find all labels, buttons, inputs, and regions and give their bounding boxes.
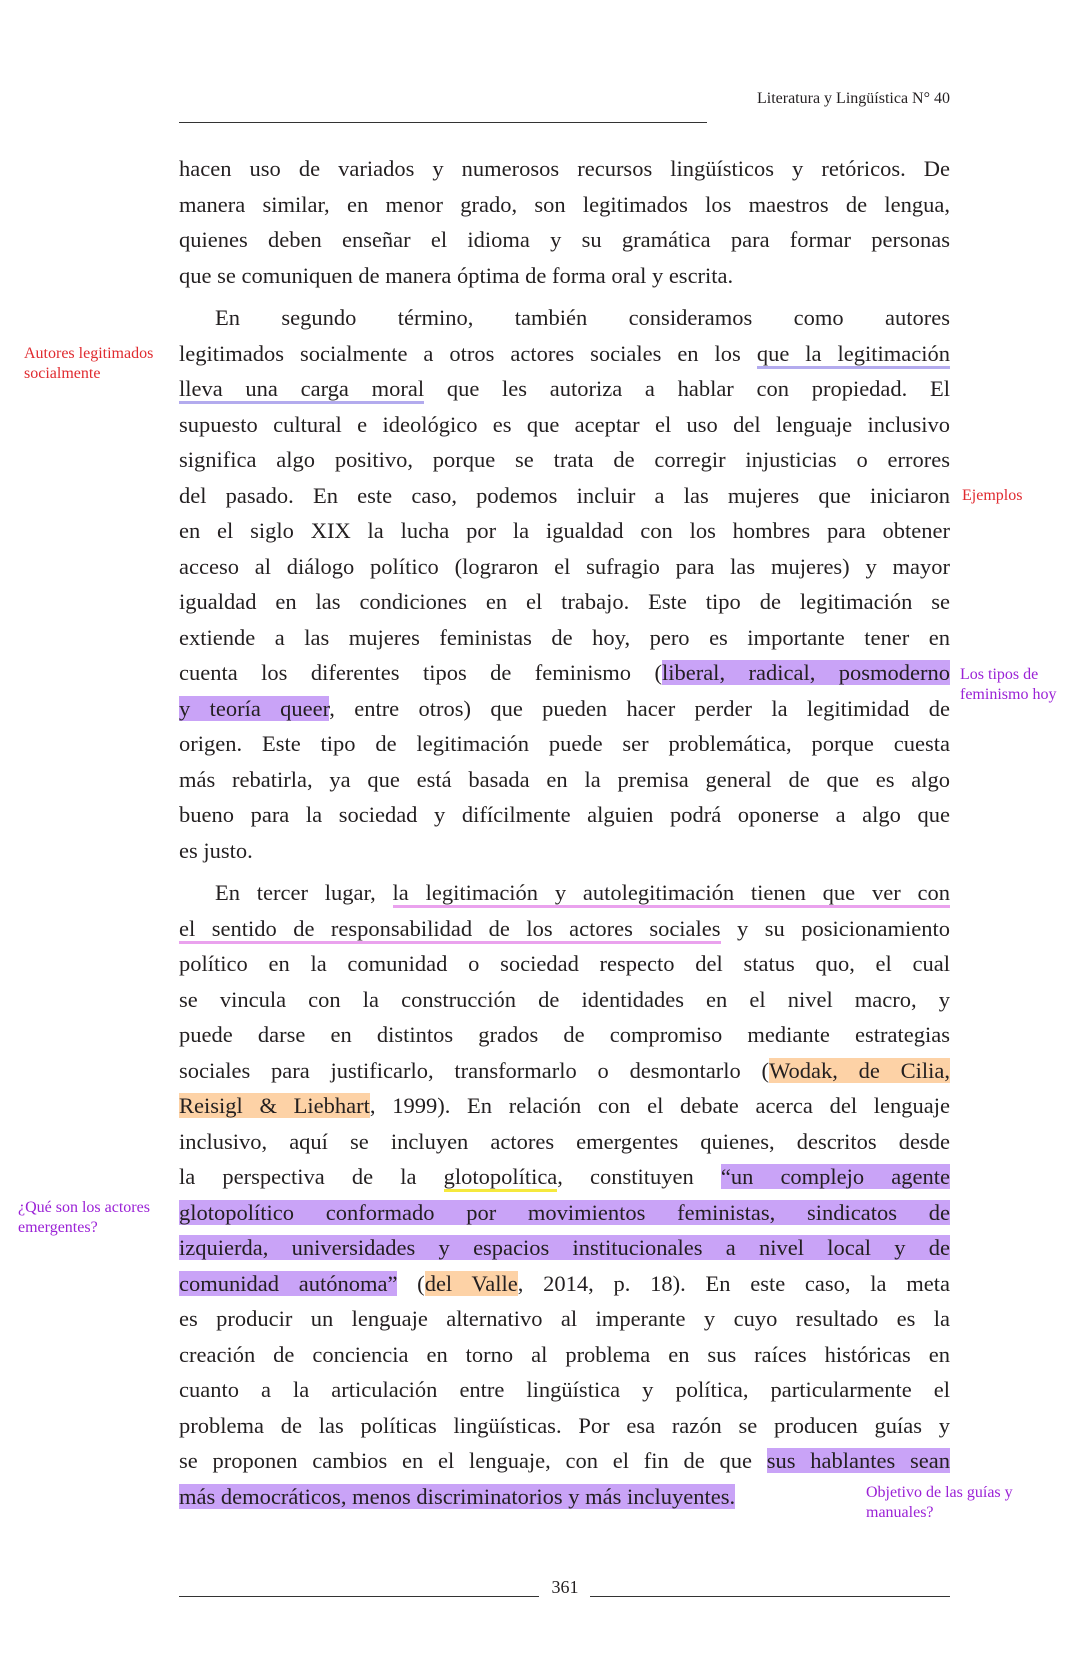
text-segment: político en la comunidad o sociedad respecto del status quo, el cual	[179, 951, 950, 976]
text-segment: , 1999). En relación con el debate acerca del lenguaje	[369, 1093, 950, 1118]
text-segment: creación de conciencia en torno al problema en sus raíces históricas en	[179, 1341, 950, 1367]
text-line	[179, 336, 950, 372]
underlined-text: el sentido de responsabilidad de los actores sociales	[179, 916, 721, 944]
text-segment: bueno para la sociedad y difícilmente alguien podrá oponerse a algo que	[179, 802, 950, 827]
text-segment: igualdad en las condiciones en el trabajo. Este tipo de legitimación se	[179, 589, 950, 614]
text-line	[179, 1443, 950, 1479]
text-segment: que les autoriza a hablar con propiedad. El	[424, 376, 950, 401]
highlighted-text: Wodak, de Cilia,	[769, 1057, 950, 1083]
margin-note-tipos: Los tipos de feminismo hoy	[960, 666, 1057, 703]
highlighted-text: liberal, radical, posmoderno	[661, 660, 950, 685]
text-segment: es producir un lenguaje alternativo al imperante y cuyo resultado es la	[179, 1306, 950, 1331]
text-line	[179, 1408, 950, 1444]
highlighted-text: del Valle	[424, 1270, 518, 1296]
paragraph	[179, 300, 950, 868]
text-line	[179, 911, 950, 947]
text-line	[179, 797, 950, 833]
text-segment: , constituyen	[557, 1164, 721, 1189]
text-line	[179, 620, 950, 656]
highlighted-text: sus hablantes sean	[766, 1448, 950, 1473]
footer-rule-right	[590, 1596, 950, 1597]
underlined-text: la legitimación y autolegitimación tienen que ver con	[393, 880, 950, 908]
text-line	[179, 1159, 950, 1195]
text-segment: acceso al diálogo político (lograron el sufragio para las mujeres) y mayor	[179, 553, 950, 579]
paragraph-gap	[179, 293, 950, 300]
underlined-text: que la legitimación	[757, 341, 950, 369]
text-segment: problema de las políticas lingüísticas. Por esa razón se producen guías y	[179, 1412, 950, 1438]
text-line	[179, 982, 950, 1018]
margin-note-autores: Autores legitimados socialmente	[24, 345, 154, 382]
text-segment: inclusivo, aquí se incluyen actores emergentes quienes, descritos desde	[179, 1128, 950, 1154]
text-segment: más rebatirla, ya que está basada en la premisa general de que es algo	[179, 766, 950, 792]
underlined-text: lleva una carga moral	[179, 376, 424, 404]
text-segment: es justo.	[179, 837, 253, 863]
text-line	[179, 726, 950, 762]
text-line	[179, 875, 950, 911]
text-segment: legitimados socialmente a otros actores sociales en los	[179, 340, 757, 366]
text-line	[179, 478, 950, 514]
text-line	[179, 222, 950, 258]
highlighted-text: izquierda, universidades y espacios institucionales a nivel local y de	[179, 1235, 950, 1260]
paragraph	[179, 875, 950, 1514]
text-segment: en el siglo XIX la lucha por la igualdad con los hombres para obtener	[179, 518, 950, 543]
text-line	[179, 1230, 950, 1266]
text-segment: En tercer lugar,	[215, 880, 393, 905]
text-segment: sociales para justificarlo, transformarlo o desmontarlo (	[179, 1057, 770, 1083]
text-segment: origen. Este tipo de legitimación puede ser problemática, porque cuesta	[179, 731, 950, 756]
text-segment: puede darse en distintos grados de compromiso mediante estrategias	[179, 1022, 950, 1047]
text-segment: extiende a las mujeres feministas de hoy, pero es importante tener en	[179, 624, 950, 650]
text-line	[179, 1372, 950, 1408]
text-line	[179, 371, 950, 407]
margin-note-objetivo: Objetivo de las guías y manuales?	[866, 1484, 1013, 1521]
text-segment: que se comuniquen de manera óptima de forma oral y escrita.	[179, 262, 734, 288]
text-segment: , 2014, p. 18). En este caso, la meta	[517, 1270, 950, 1296]
text-line	[179, 1479, 950, 1515]
text-line	[179, 442, 950, 478]
footer-rule-left	[179, 1596, 539, 1597]
text-line	[179, 549, 950, 585]
text-line	[179, 513, 950, 549]
text-line	[179, 1195, 950, 1231]
highlighted-text: más democráticos, menos discriminatorios y más incluyentes.	[179, 1483, 736, 1509]
text-line	[179, 1337, 950, 1373]
text-segment: cuenta los diferentes tipos de feminismo (	[179, 660, 662, 685]
text-line	[179, 407, 950, 443]
text-segment: se vincula con la construcción de identidades en el nivel macro, y	[179, 986, 950, 1012]
header-rule	[179, 122, 707, 123]
text-segment: del pasado. En este caso, podemos incluir a las mujeres que iniciaron	[179, 482, 950, 508]
text-segment: manera similar, en menor grado, son legitimados los maestros de lengua,	[179, 191, 950, 217]
text-line	[179, 584, 950, 620]
text-segment: En segundo término, también consideramos como autores	[215, 305, 950, 330]
text-line	[179, 655, 950, 691]
text-segment: quienes deben enseñar el idioma y su gramática para formar personas	[179, 227, 950, 252]
text-segment: cuanto a la articulación entre lingüística y política, particularmente el	[179, 1377, 950, 1402]
text-segment: hacen uso de variados y numerosos recursos lingüísticos y retóricos. De	[179, 156, 950, 181]
page-number: 361	[551, 1577, 579, 1597]
text-line	[179, 762, 950, 798]
text-segment: la perspectiva de la	[179, 1164, 444, 1189]
text-line	[179, 1266, 950, 1302]
text-line	[179, 691, 950, 727]
text-line	[179, 151, 950, 187]
body-text	[179, 151, 950, 1514]
highlighted-text: comunidad autónoma”	[179, 1270, 398, 1296]
text-line	[179, 187, 950, 223]
text-line	[179, 1301, 950, 1337]
text-line	[179, 1088, 950, 1124]
text-segment: y su posicionamiento	[720, 915, 950, 941]
paragraph-gap	[179, 868, 950, 875]
text-line	[179, 1124, 950, 1160]
highlighted-text: Reisigl & Liebhart	[179, 1093, 370, 1118]
text-line	[179, 258, 950, 294]
paragraph	[179, 151, 950, 293]
underlined-text: glotopolítica	[444, 1164, 558, 1192]
margin-note-actores: ¿Qué son los actores emergentes?	[18, 1199, 150, 1236]
text-segment: (	[397, 1270, 425, 1296]
text-line	[179, 946, 950, 982]
text-segment: significa algo positivo, porque se trata de corregir injusticias o errores	[179, 447, 950, 472]
margin-note-ejemplos: Ejemplos	[962, 487, 1023, 504]
text-line	[179, 300, 950, 336]
text-segment: se proponen cambios en el lenguaje, con el fin de que	[179, 1448, 767, 1473]
running-header: Literatura y Lingüística N° 40	[756, 90, 950, 107]
highlighted-text: y teoría queer	[179, 695, 330, 721]
text-segment: , entre otros) que pueden hacer perder la legitimidad de	[329, 695, 950, 721]
text-line	[179, 833, 950, 869]
highlighted-text: “un complejo agente	[720, 1164, 950, 1189]
text-segment: supuesto cultural e ideológico es que aceptar el uso del lenguaje inclusivo	[179, 411, 950, 437]
text-line	[179, 1017, 950, 1053]
text-line	[179, 1053, 950, 1089]
highlighted-text: glotopolítico conformado por movimientos feministas, sindicatos de	[179, 1199, 950, 1225]
